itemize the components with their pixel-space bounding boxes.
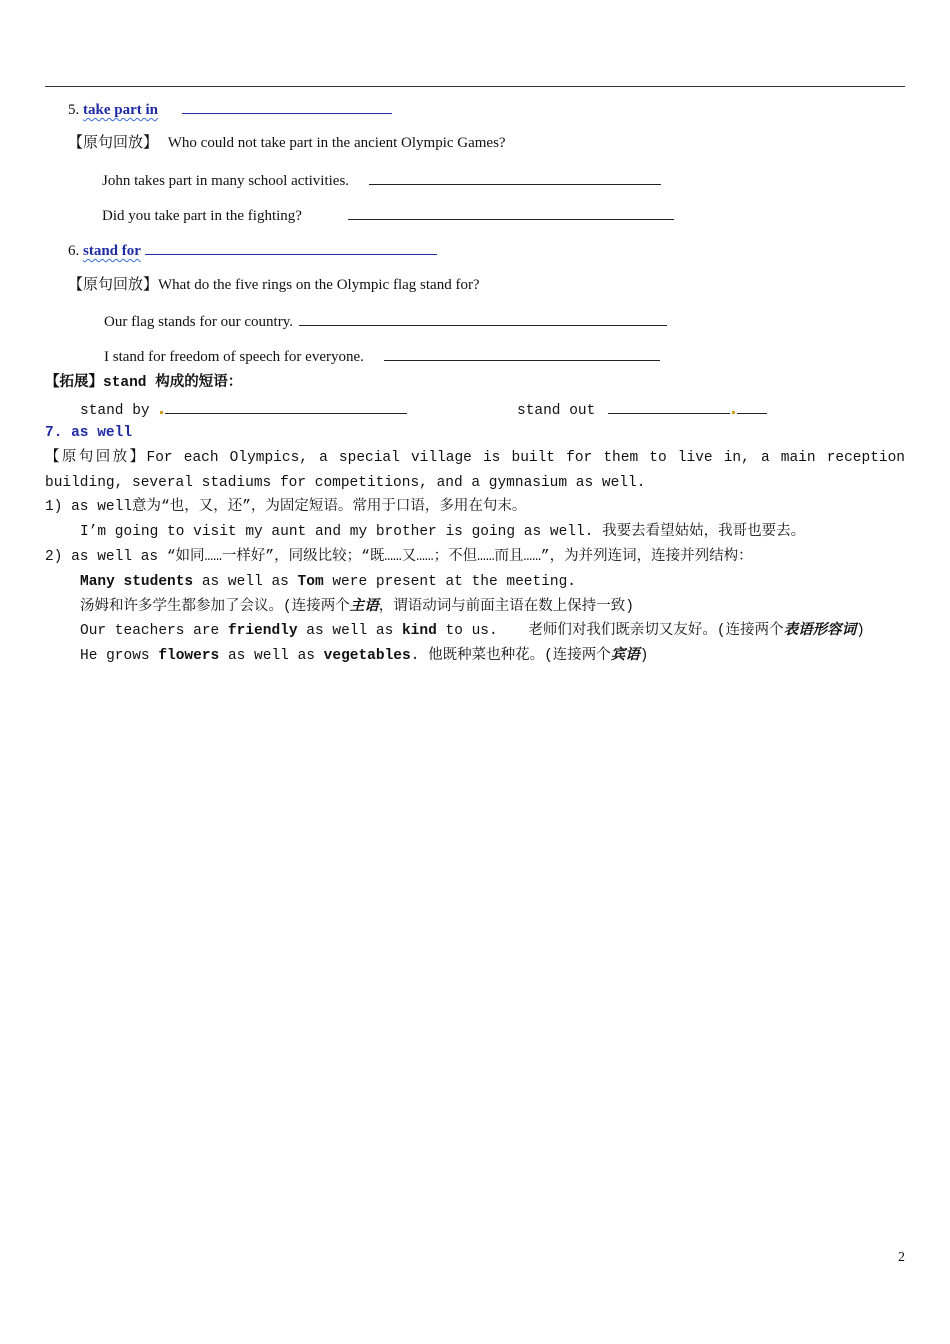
item7-original-line1 <box>45 449 905 467</box>
item6-number: 6. <box>68 243 80 259</box>
item7-orig-line1-text: For each Olympics, a special village is built for them to live in, a main reception <box>146 450 906 466</box>
item5-ex2-text: Did you take part in the fighting? <box>102 208 302 224</box>
item7-example-1-translation <box>80 598 634 616</box>
expand-label: 【拓展】stand 构成的短语： <box>45 375 243 391</box>
item6-ex2-text: I stand for freedom of speech for everyone. <box>104 349 364 365</box>
ex3-a: He grows <box>80 648 159 664</box>
item7-heading: 7. as well <box>45 425 133 441</box>
ex3-obj-a: flowers <box>158 648 220 664</box>
item6-orig-label: 【原句回放】 <box>68 277 159 293</box>
item5-number: 5. <box>68 102 80 118</box>
item6-example-2 <box>104 346 660 366</box>
ex1-cn-a: 汤姆和许多学生都参加了会议。(连接两个 <box>80 599 350 615</box>
ex3-connector: as well as <box>219 648 324 664</box>
item5-orig-label: 【原句回放】 <box>68 135 159 151</box>
expand-p2-text: stand out <box>517 403 596 419</box>
item5-ex2-blank[interactable] <box>348 205 674 220</box>
item6-ex1-blank[interactable] <box>299 311 667 326</box>
item6-example-1 <box>104 311 667 331</box>
ex1-cn-c: ，谓语动词与前面主语在数上保持一致) <box>378 599 634 615</box>
item6-orig-text: What do the five rings on the Olympic flag stand for? <box>158 277 480 293</box>
item5-example-2 <box>102 205 674 225</box>
ex2-adj-a: friendly <box>227 623 298 639</box>
item5-heading <box>68 99 392 119</box>
expand-phrase-1 <box>80 399 407 420</box>
item7-point1-example: I’m going to visit my aunt and my brother is going as well. 我要去看望姑姑，我哥也要去。 <box>80 524 806 540</box>
ex3-e: . 他既种菜也种花。(连接两个 <box>410 648 611 664</box>
item6-original <box>68 276 480 294</box>
expand-p2-blank-a[interactable] <box>608 399 730 414</box>
ex2-e: to us. <box>436 623 498 639</box>
item6-phrase: stand for <box>83 243 141 259</box>
item5-ex1-blank[interactable] <box>369 170 661 185</box>
ex1-subject-a: Many students <box>80 574 194 590</box>
header-rule <box>45 86 905 87</box>
item5-example-1 <box>102 170 661 190</box>
item6-answer-blank[interactable] <box>145 240 437 255</box>
item5-answer-blank[interactable] <box>182 99 392 114</box>
expand-p1-text: stand by <box>80 403 150 419</box>
ex3-obj-b: vegetables <box>323 648 411 664</box>
expand-p2-blank-b[interactable] <box>737 399 767 414</box>
ex1-subject-b: Tom <box>297 574 324 590</box>
item7-example-2 <box>80 622 865 640</box>
ex2-adj-b: kind <box>401 623 437 639</box>
item7-orig-label: 【原句回放】 <box>45 450 147 466</box>
ex1-rest: were present at the meeting. <box>323 574 576 590</box>
ex2-cn-a: 老师们对我们既亲切又友好。(连接两个 <box>528 623 784 639</box>
item6-ex2-blank[interactable] <box>384 346 660 361</box>
item7-example-3 <box>80 647 649 665</box>
mark-dot <box>732 411 735 414</box>
ex1-cn-keyword: 主语 <box>349 599 379 615</box>
ex1-connector: as well as <box>193 574 298 590</box>
expand-p1-blank[interactable] <box>165 399 407 414</box>
ex3-cn-keyword: 宾语 <box>610 648 640 664</box>
item5-orig-text: Who could not take part in the ancient Olympic Games? <box>167 135 506 151</box>
item6-heading <box>68 240 437 260</box>
expand-phrase-2 <box>517 399 767 420</box>
ex3-g: ) <box>639 648 649 664</box>
item5-original <box>68 134 506 152</box>
item7-original-line2: building, several stadiums for competitions, and a gymnasium as well. <box>45 475 646 491</box>
item7-point1: 1) as well意为“也，又，还”，为固定短语。常用于口语，多用在句末。 <box>45 499 527 515</box>
item7-example-1 <box>80 573 576 591</box>
item5-phrase: take part in <box>83 102 158 118</box>
ex2-cn-c: ) <box>856 623 865 639</box>
ex2-connector: as well as <box>297 623 402 639</box>
ex2-a: Our teachers are <box>80 623 228 639</box>
item7-point2: 2) as well as “如同……一样好”，同级比较；“既……又……；不但……而且……”，为并列连词，连接并列结构： <box>45 549 753 565</box>
ex2-cn-keyword: 表语形容词 <box>783 623 857 639</box>
mark-dot <box>160 411 163 414</box>
page-number: 2 <box>898 1250 905 1265</box>
item6-ex1-text: Our flag stands for our country. <box>104 314 293 330</box>
item5-ex1-text: John takes part in many school activities. <box>102 173 350 189</box>
